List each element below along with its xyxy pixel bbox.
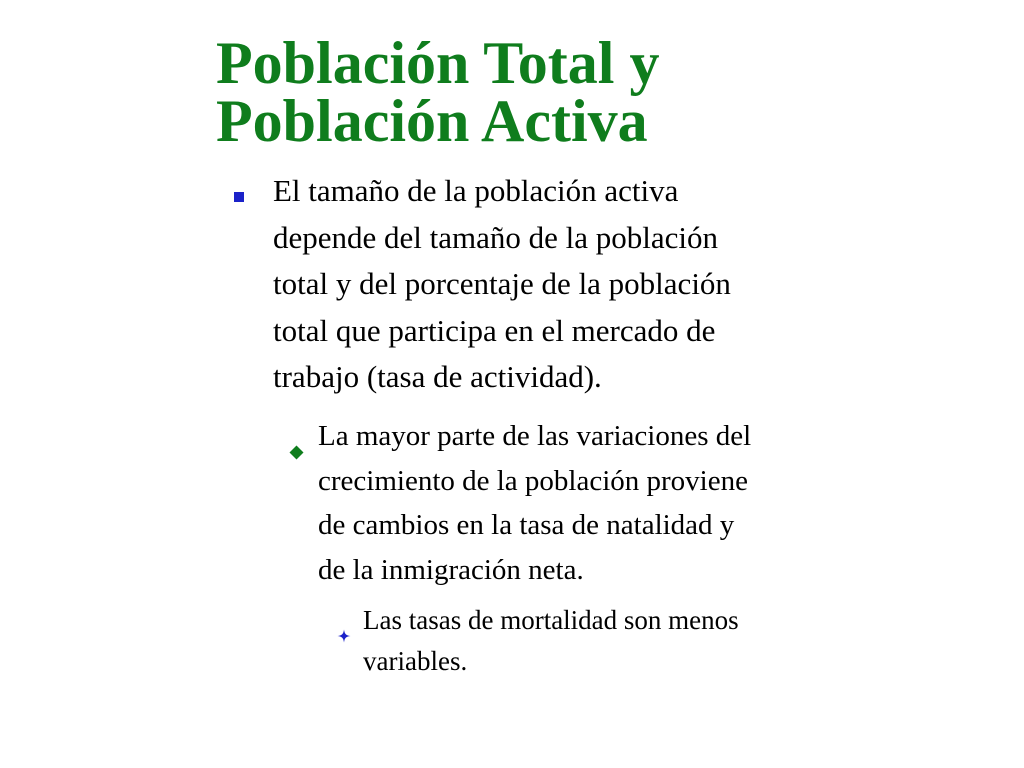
bullet-text-line: El tamaño de la población activa [273,173,679,208]
bullet-text-line: de la inmigración neta. [318,553,584,586]
bullet-text [363,600,739,682]
blue-star-bullet-icon [337,629,351,643]
bullet-text [273,168,731,401]
bullet-level-1 [234,168,731,401]
bullet-text [318,414,751,592]
slide-title [216,30,660,154]
green-diamond-bullet-icon [289,429,304,444]
bullet-level-2 [289,414,751,592]
bullet-text-line: depende del tamaño de la población [273,219,719,255]
blue-square-bullet-icon [234,192,244,202]
slide-title-line: Población Total y [216,30,660,96]
green-diamond-bullet-icon [289,445,304,460]
slide-title-line: Población Activa [216,88,648,154]
blue-star-bullet-icon [337,614,351,628]
bullet-text-line: de cambios en la tasa de natalidad y [318,509,735,541]
bullet-text-line: Las tasas de mortalidad son menos [363,605,739,635]
bullet-text-line: total que participa en el mercado de [273,312,716,348]
bullet-text-line: trabajo (tasa de actividad). [273,359,602,394]
bullet-text-line: crecimiento de la población proviene [318,464,748,497]
bullet-text-line: total y del porcentaje de la población [273,266,731,301]
bullet-level-3 [337,600,739,682]
bullet-text-line: variables. [363,646,468,676]
bullet-text-line: La mayor parte de las variaciones del [318,420,752,452]
